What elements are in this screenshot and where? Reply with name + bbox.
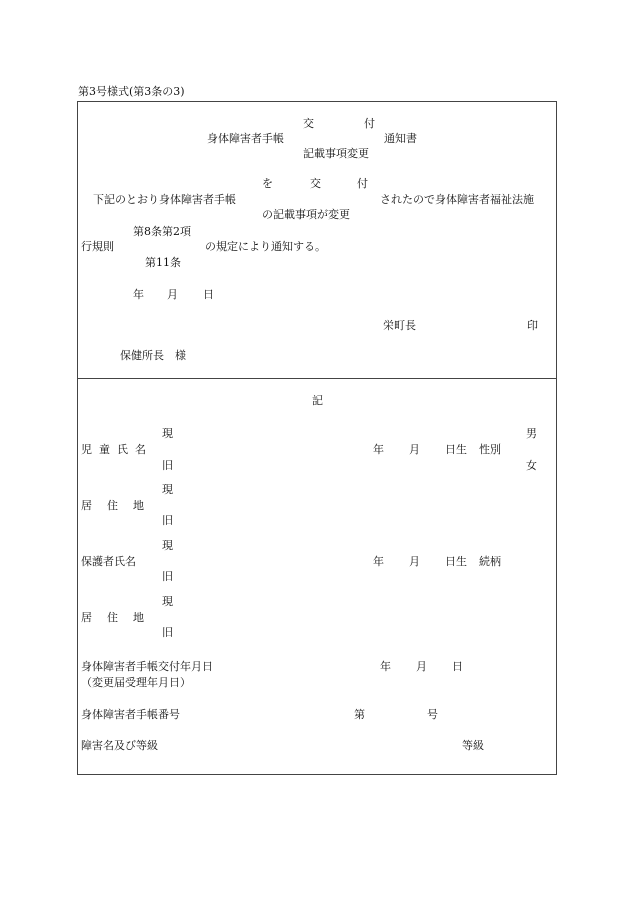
body1-prefix: 下記のとおり身体障害者手帳 — [93, 193, 236, 206]
seal-mark: 印 — [527, 319, 538, 332]
change-date-label: （変更届受理年月日） — [81, 676, 191, 689]
date-day: 日 — [203, 288, 214, 301]
residence2-label: 居住地 — [81, 611, 159, 624]
title-prefix: 身体障害者手帳 — [207, 132, 284, 145]
record-heading: 記 — [312, 394, 323, 407]
residence1-label: 居住地 — [81, 499, 159, 512]
male-option: 男 — [526, 427, 537, 440]
child-genzai: 現 — [162, 427, 173, 440]
issuer: 栄町長 — [383, 319, 416, 332]
handbook-no-dai: 第 — [354, 708, 365, 721]
date-year: 年 — [133, 288, 144, 301]
addressee: 保健所長 様 — [120, 349, 186, 362]
handbook-no-label: 身体障害者手帳番号 — [81, 708, 180, 721]
guardian-genzai: 現 — [162, 539, 173, 552]
residence1-kyu: 旧 — [162, 514, 173, 527]
guardian-birth-month: 月 — [409, 555, 420, 568]
body2-prefix: 行規則 — [81, 240, 114, 253]
body1-fu: 付 — [357, 177, 368, 190]
body2-opt1: 第8条第2項 — [133, 225, 191, 238]
issue-date-label: 身体障害者手帳交付年月日 — [81, 660, 213, 673]
disability-label: 障害名及び等級 — [81, 739, 158, 752]
body1-o: を — [262, 177, 273, 190]
date-month: 月 — [167, 288, 178, 301]
issue-year: 年 — [380, 660, 391, 673]
guardian-kyu: 旧 — [162, 570, 173, 583]
residence2-kyu: 旧 — [162, 626, 173, 639]
title-suffix: 通知書 — [384, 132, 417, 145]
grade-label: 等級 — [462, 739, 484, 752]
guardian-birth-day: 日生 — [445, 555, 467, 568]
guardian-birth-year: 年 — [373, 555, 384, 568]
child-birth-year: 年 — [373, 443, 384, 456]
body2-suffix: の規定により通知する。 — [205, 240, 326, 253]
title-fu: 付 — [364, 117, 375, 130]
title-alt: 記載事項変更 — [303, 147, 369, 160]
gender-label: 性別 — [479, 443, 501, 456]
residence2-genzai: 現 — [162, 595, 173, 608]
handbook-no-go: 号 — [427, 708, 438, 721]
title-kou: 交 — [303, 117, 314, 130]
child-birth-month: 月 — [409, 443, 420, 456]
residence1-genzai: 現 — [162, 483, 173, 496]
body1-alt: の記載事項が変更 — [262, 208, 350, 221]
body2-opt2: 第11条 — [145, 256, 181, 269]
guardian-name-label: 保護者氏名 — [81, 555, 136, 568]
relation-label: 続柄 — [479, 555, 501, 568]
issue-day: 日 — [452, 660, 463, 673]
child-name-label: 児童氏名 — [81, 443, 153, 456]
child-birth-day: 日生 — [445, 443, 467, 456]
body1-kou: 交 — [310, 177, 321, 190]
body1-suffix: されたので身体障害者福祉法施 — [380, 193, 534, 206]
form-number: 第3号様式(第3条の3) — [78, 85, 185, 98]
child-kyu: 旧 — [162, 459, 173, 472]
issue-month: 月 — [416, 660, 427, 673]
section-divider — [77, 378, 557, 379]
female-option: 女 — [526, 459, 537, 472]
